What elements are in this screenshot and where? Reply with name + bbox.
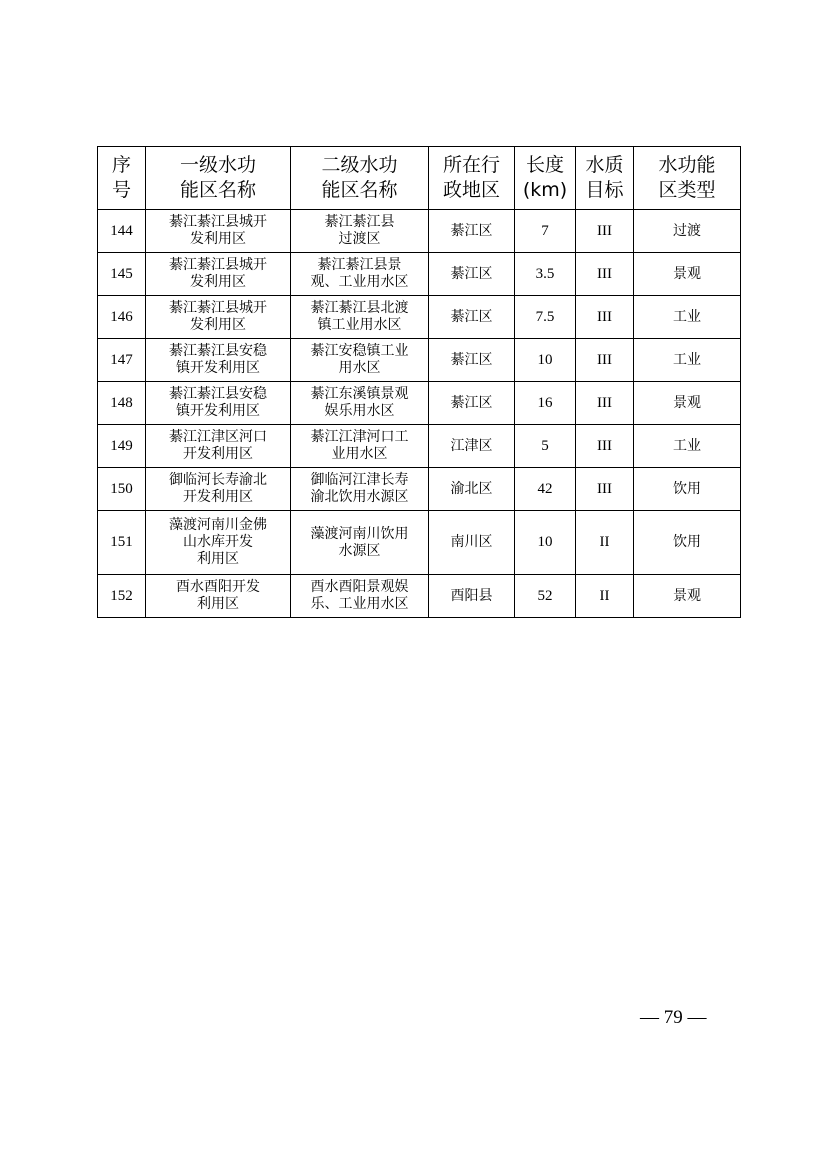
cell-first-zone [146,382,291,425]
header-line: 政地区 [442,179,500,201]
cell-line: 发利用区 [190,274,246,290]
cell-line: 藻渡河南川金佛 [169,517,267,533]
cell-line: 綦江綦江县 [324,214,395,230]
cell-line: 水源区 [338,542,381,559]
cell-line: 綦江綦江县城开 [169,214,267,230]
header-line: 水质 [585,154,624,176]
cell-length: 16 [515,382,576,425]
cell-district: 渝北区 [429,468,515,511]
cell-line: 渝北饮用水源区 [310,489,409,505]
cell-type: 景观 [634,382,741,425]
cell-first-zone [146,511,291,575]
cell-quality: III [576,382,634,425]
cell-line: 綦江綦江县城开 [169,300,267,316]
cell-quality: II [576,575,634,618]
cell-no: 151 [98,511,146,575]
cell-second-zone [291,296,429,339]
cell-line: 利用区 [197,596,239,612]
cell-quality: III [576,296,634,339]
cell-line: 开发利用区 [183,489,253,505]
cell-line: 綦江綦江县城开 [169,257,267,273]
header-district [429,147,515,210]
cell-line: 业用水区 [331,446,388,462]
cell-first-zone [146,210,291,253]
cell-no: 147 [98,339,146,382]
cell-second-zone [291,425,429,468]
table-row [98,575,741,618]
cell-second-zone [291,511,429,575]
cell-length: 7.5 [515,296,576,339]
header-line: 能区名称 [321,179,398,201]
cell-no: 148 [98,382,146,425]
cell-line: 利用区 [197,551,239,567]
cell-no: 149 [98,425,146,468]
header-line: 区类型 [658,179,716,201]
cell-second-zone [291,210,429,253]
cell-line: 镇开发利用区 [176,360,260,376]
cell-line: 乐、工业用水区 [310,596,409,612]
cell-line: 綦江东溪镇景观 [310,386,409,402]
cell-district: 綦江区 [429,382,515,425]
cell-second-zone [291,253,429,296]
header-row [98,147,741,210]
header-line: 水功能 [658,154,716,176]
header-type [634,147,741,210]
cell-line: 山水库开发 [183,534,253,550]
cell-type: 饮用 [634,511,741,575]
cell-type: 工业 [634,425,741,468]
cell-second-zone [291,575,429,618]
cell-line: 綦江綦江县北渡 [310,300,409,316]
header-line: 长度 [525,154,564,176]
cell-no: 146 [98,296,146,339]
cell-no: 145 [98,253,146,296]
cell-district: 綦江区 [429,296,515,339]
cell-first-zone [146,296,291,339]
cell-first-zone [146,468,291,511]
cell-line: 过渡区 [338,231,381,247]
header-line: 所在行 [442,154,500,176]
cell-quality: III [576,253,634,296]
cell-quality: II [576,511,634,575]
table-header [98,147,741,210]
cell-type: 景观 [634,575,741,618]
cell-district: 酉阳县 [429,575,515,618]
header-line: 二级水功 [321,154,398,176]
cell-quality: III [576,468,634,511]
cell-length: 5 [515,425,576,468]
cell-second-zone [291,339,429,382]
cell-second-zone [291,468,429,511]
header-quality [576,147,634,210]
header-second-zone [291,147,429,210]
header-length [515,147,576,210]
cell-line: 藻渡河南川饮用 [310,525,409,542]
cell-line: 镇工业用水区 [317,317,402,333]
cell-type: 工业 [634,339,741,382]
cell-line: 镇开发利用区 [176,403,260,419]
cell-first-zone [146,425,291,468]
cell-district: 綦江区 [429,339,515,382]
cell-type: 饮用 [634,468,741,511]
cell-line: 用水区 [338,360,381,376]
cell-length: 10 [515,339,576,382]
cell-quality: III [576,339,634,382]
cell-no: 152 [98,575,146,618]
cell-first-zone [146,339,291,382]
cell-length: 7 [515,210,576,253]
cell-no: 144 [98,210,146,253]
header-no [98,147,146,210]
cell-district: 綦江区 [429,210,515,253]
table-body [98,210,741,618]
table-row [98,511,741,575]
water-function-zone-table [97,146,741,618]
cell-line: 观、工业用水区 [310,274,409,290]
cell-line: 御临河江津长寿 [310,472,409,488]
table-row [98,210,741,253]
cell-quality: III [576,210,634,253]
header-first-zone [146,147,291,210]
cell-line: 开发利用区 [183,446,253,462]
table-row [98,468,741,511]
cell-type: 过渡 [634,210,741,253]
cell-line: 发利用区 [190,231,246,247]
header-line: 能区名称 [179,179,256,201]
cell-first-zone [146,253,291,296]
cell-district: 江津区 [429,425,515,468]
table-row [98,382,741,425]
cell-length: 10 [515,511,576,575]
cell-second-zone [291,382,429,425]
cell-length: 42 [515,468,576,511]
cell-length: 52 [515,575,576,618]
table-row [98,296,741,339]
table-row [98,253,741,296]
cell-length: 3.5 [515,253,576,296]
cell-line: 綦江安稳镇工业 [310,343,409,359]
cell-line: 綦江江津河口工 [310,429,409,445]
header-line: 目标 [585,179,624,201]
cell-line: 綦江綦江县安稳 [169,343,267,359]
cell-line: 酉水酉阳景观娱 [310,579,409,595]
cell-line: 綦江江津区河口 [169,429,267,445]
header-line: 一级水功 [179,154,256,176]
cell-line: 发利用区 [190,317,246,333]
page-number: — 79 — [640,1007,707,1028]
cell-district: 綦江区 [429,253,515,296]
cell-line: 御临河长寿渝北 [169,472,267,488]
cell-type: 景观 [634,253,741,296]
header-line: 序 [111,154,131,176]
table-row [98,339,741,382]
cell-type: 工业 [634,296,741,339]
cell-no: 150 [98,468,146,511]
table-row [98,425,741,468]
cell-district: 南川区 [429,511,515,575]
cell-line: 綦江綦江县景 [317,257,402,273]
header-line: 号 [111,179,131,201]
cell-quality: III [576,425,634,468]
cell-line: 綦江綦江县安稳 [169,386,267,402]
header-line: (km) [522,179,568,201]
cell-line: 酉水酉阳开发 [176,579,260,595]
cell-line: 娱乐用水区 [324,403,395,419]
cell-first-zone [146,575,291,618]
